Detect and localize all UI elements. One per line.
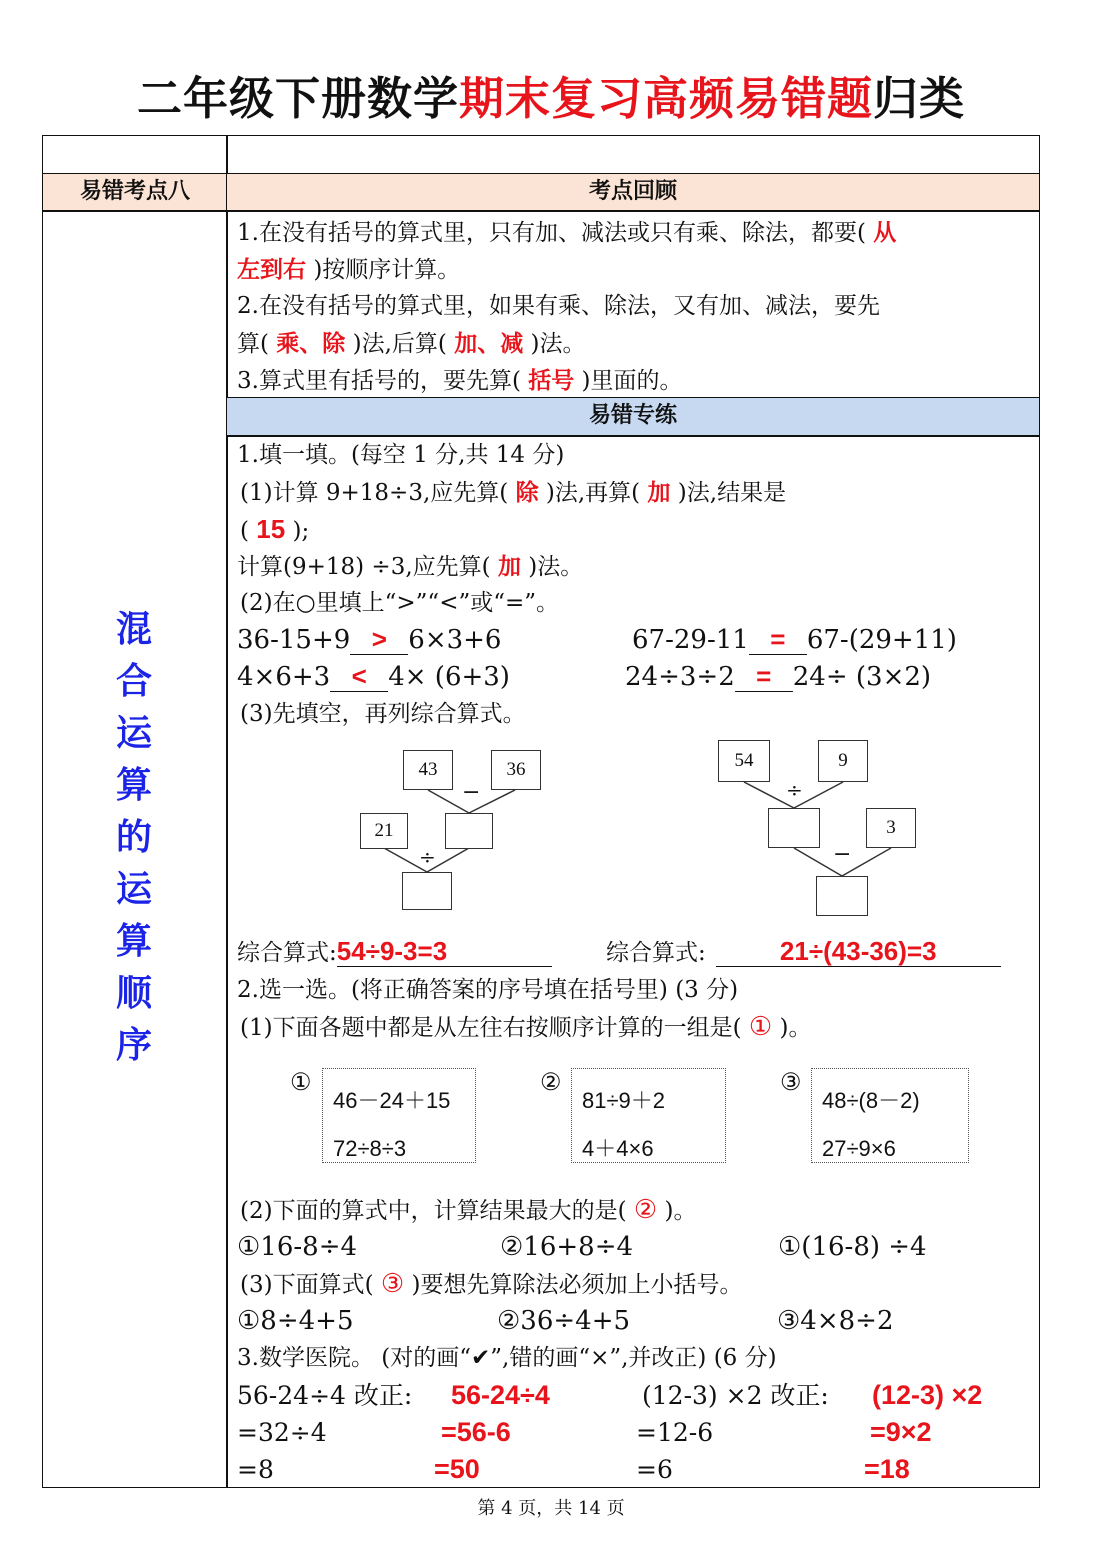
tree2-box-b: 9 [818,740,868,782]
compare-2: 67-29-11 = 67-(29+11) [632,624,957,655]
tree2-op2: − [833,842,852,867]
option-3-box: 48÷(8－2) 27÷9×6 [811,1068,969,1163]
review-line-2b: 算( 乘、除 )法,后算( 加、减 )法。 [237,330,586,357]
q3-a-fix: 56-24÷4 [451,1380,550,1410]
q2-title: 2.选一选。(将正确答案的序号填在括号里) (3 分) [237,977,739,1003]
q2-part2-opt1: ①16-8÷4 [237,1232,358,1262]
option-2-box: 81÷9＋2 4＋4×6 [571,1068,726,1163]
option-2-number: ② [540,1068,562,1096]
review-line-3: 3.算式里有括号的，要先算( 括号 )里面的。 [237,367,683,394]
q3-title: 3.数学医院。 (对的画“✔”,错的画“×”,并改正) (6 分) [237,1345,777,1371]
tree2-op1: ÷ [786,778,803,802]
col2-header: 考点回顾 [226,173,1040,212]
tree1-box-blank[interactable] [445,813,493,849]
tree1-box-c: 21 [360,813,408,849]
option-3-number: ③ [780,1068,802,1096]
title-part: 二年级下册数学 [136,72,459,125]
page-footer: 第 4 页，共 14 页 [477,1498,625,1519]
review-line-1: 1.在没有括号的算式里，只有加、减法或只有乘、除法，都要( 从 [237,219,897,246]
formula-1: 综合算式:54÷9-3=3 [237,935,552,972]
review-line-1b: 左到右 )按顺序计算。 [237,256,461,283]
formula-2: 综合算式: 21÷(43-36)=3 [606,935,1001,972]
option-1-number: ① [290,1068,312,1096]
q1-part3: (3)先填空，再列综合算式。 [240,701,526,727]
option-1-box: 46－24＋15 72÷8÷3 [322,1068,476,1163]
tree2-box-c: 3 [866,808,916,848]
q1-part1: (1)计算 9+18÷3,应先算( 除 )法,再算( 加 )法,结果是 [240,479,787,506]
tree1-box-b: 36 [491,750,541,790]
compare-1: 36-15+9 > 6×3+6 [237,624,502,655]
q2-part2-opt2: ②16+8÷4 [500,1232,634,1262]
q3-a-wrong-1: =32÷4 [237,1418,327,1447]
q2-part3-opt1: ①8÷4+5 [237,1306,354,1336]
col1-header: 易错考点八 [42,173,228,212]
q2-part3: (3)下面算式( ③ )要想先算除法必须加上小括号。 [240,1269,743,1299]
q1-part1-line2: 计算(9+18) ÷3,应先算( 加 )法。 [237,553,584,580]
q3-b-fix: (12-3) ×2 [872,1380,983,1410]
q3-b-label: (12-3) ×2 改正: [642,1381,829,1410]
tree2-box-blank[interactable] [768,808,820,848]
practice-header: 易错专练 [226,397,1040,437]
q1-title: 1.填一填。(每空 1 分,共 14 分) [237,442,565,468]
q2-part2: (2)下面的算式中，计算结果最大的是( ② )。 [240,1195,697,1225]
q2-part1: (1)下面各题中都是从左往右按顺序计算的一组是( ① )。 [240,1012,812,1042]
title-part: 归类 [873,72,966,125]
tree1-box-result[interactable] [402,872,452,910]
q3-b-wrong-1: =12-6 [636,1418,714,1447]
review-line-2: 2.在没有括号的算式里，如果有乘、除法，又有加、减法，要先 [237,293,880,319]
tree2-box-result[interactable] [816,876,868,916]
q3-b-fix-1: =9×2 [870,1417,932,1447]
tree2-box-a: 54 [718,740,770,782]
q2-part3-opt2: ②36÷4+5 [497,1306,631,1336]
q1-part1-answer: ( 15 ); [240,514,310,544]
topic-label: 混合运算的运算顺序 [115,609,152,1066]
tree1-op1: − [462,780,481,805]
q1-part2: (2)在○里填上“>”“<”或“=”。 [240,590,560,616]
q3-a-wrong-2: =8 [237,1455,274,1484]
q3-a-label: 56-24÷4 改正: [237,1381,413,1410]
q2-part2-opt3: ①(16-8) ÷4 [778,1232,927,1262]
compare-4: 24÷3÷2 = 24÷ (3×2) [625,661,932,692]
q2-part3-opt3: ③4×8÷2 [777,1306,894,1336]
tree1-op2: ÷ [419,845,436,869]
q3-b-wrong-2: =6 [636,1455,673,1484]
compare-3: 4×6+3 < 4× (6+3) [237,661,510,692]
q3-a-fix-1: =56-6 [441,1417,511,1447]
tree1-box-a: 43 [403,750,453,790]
q3-b-fix-2: =18 [864,1454,910,1484]
q3-a-fix-2: =50 [434,1454,480,1484]
title-highlight: 期末复习高频易错题 [458,72,873,125]
